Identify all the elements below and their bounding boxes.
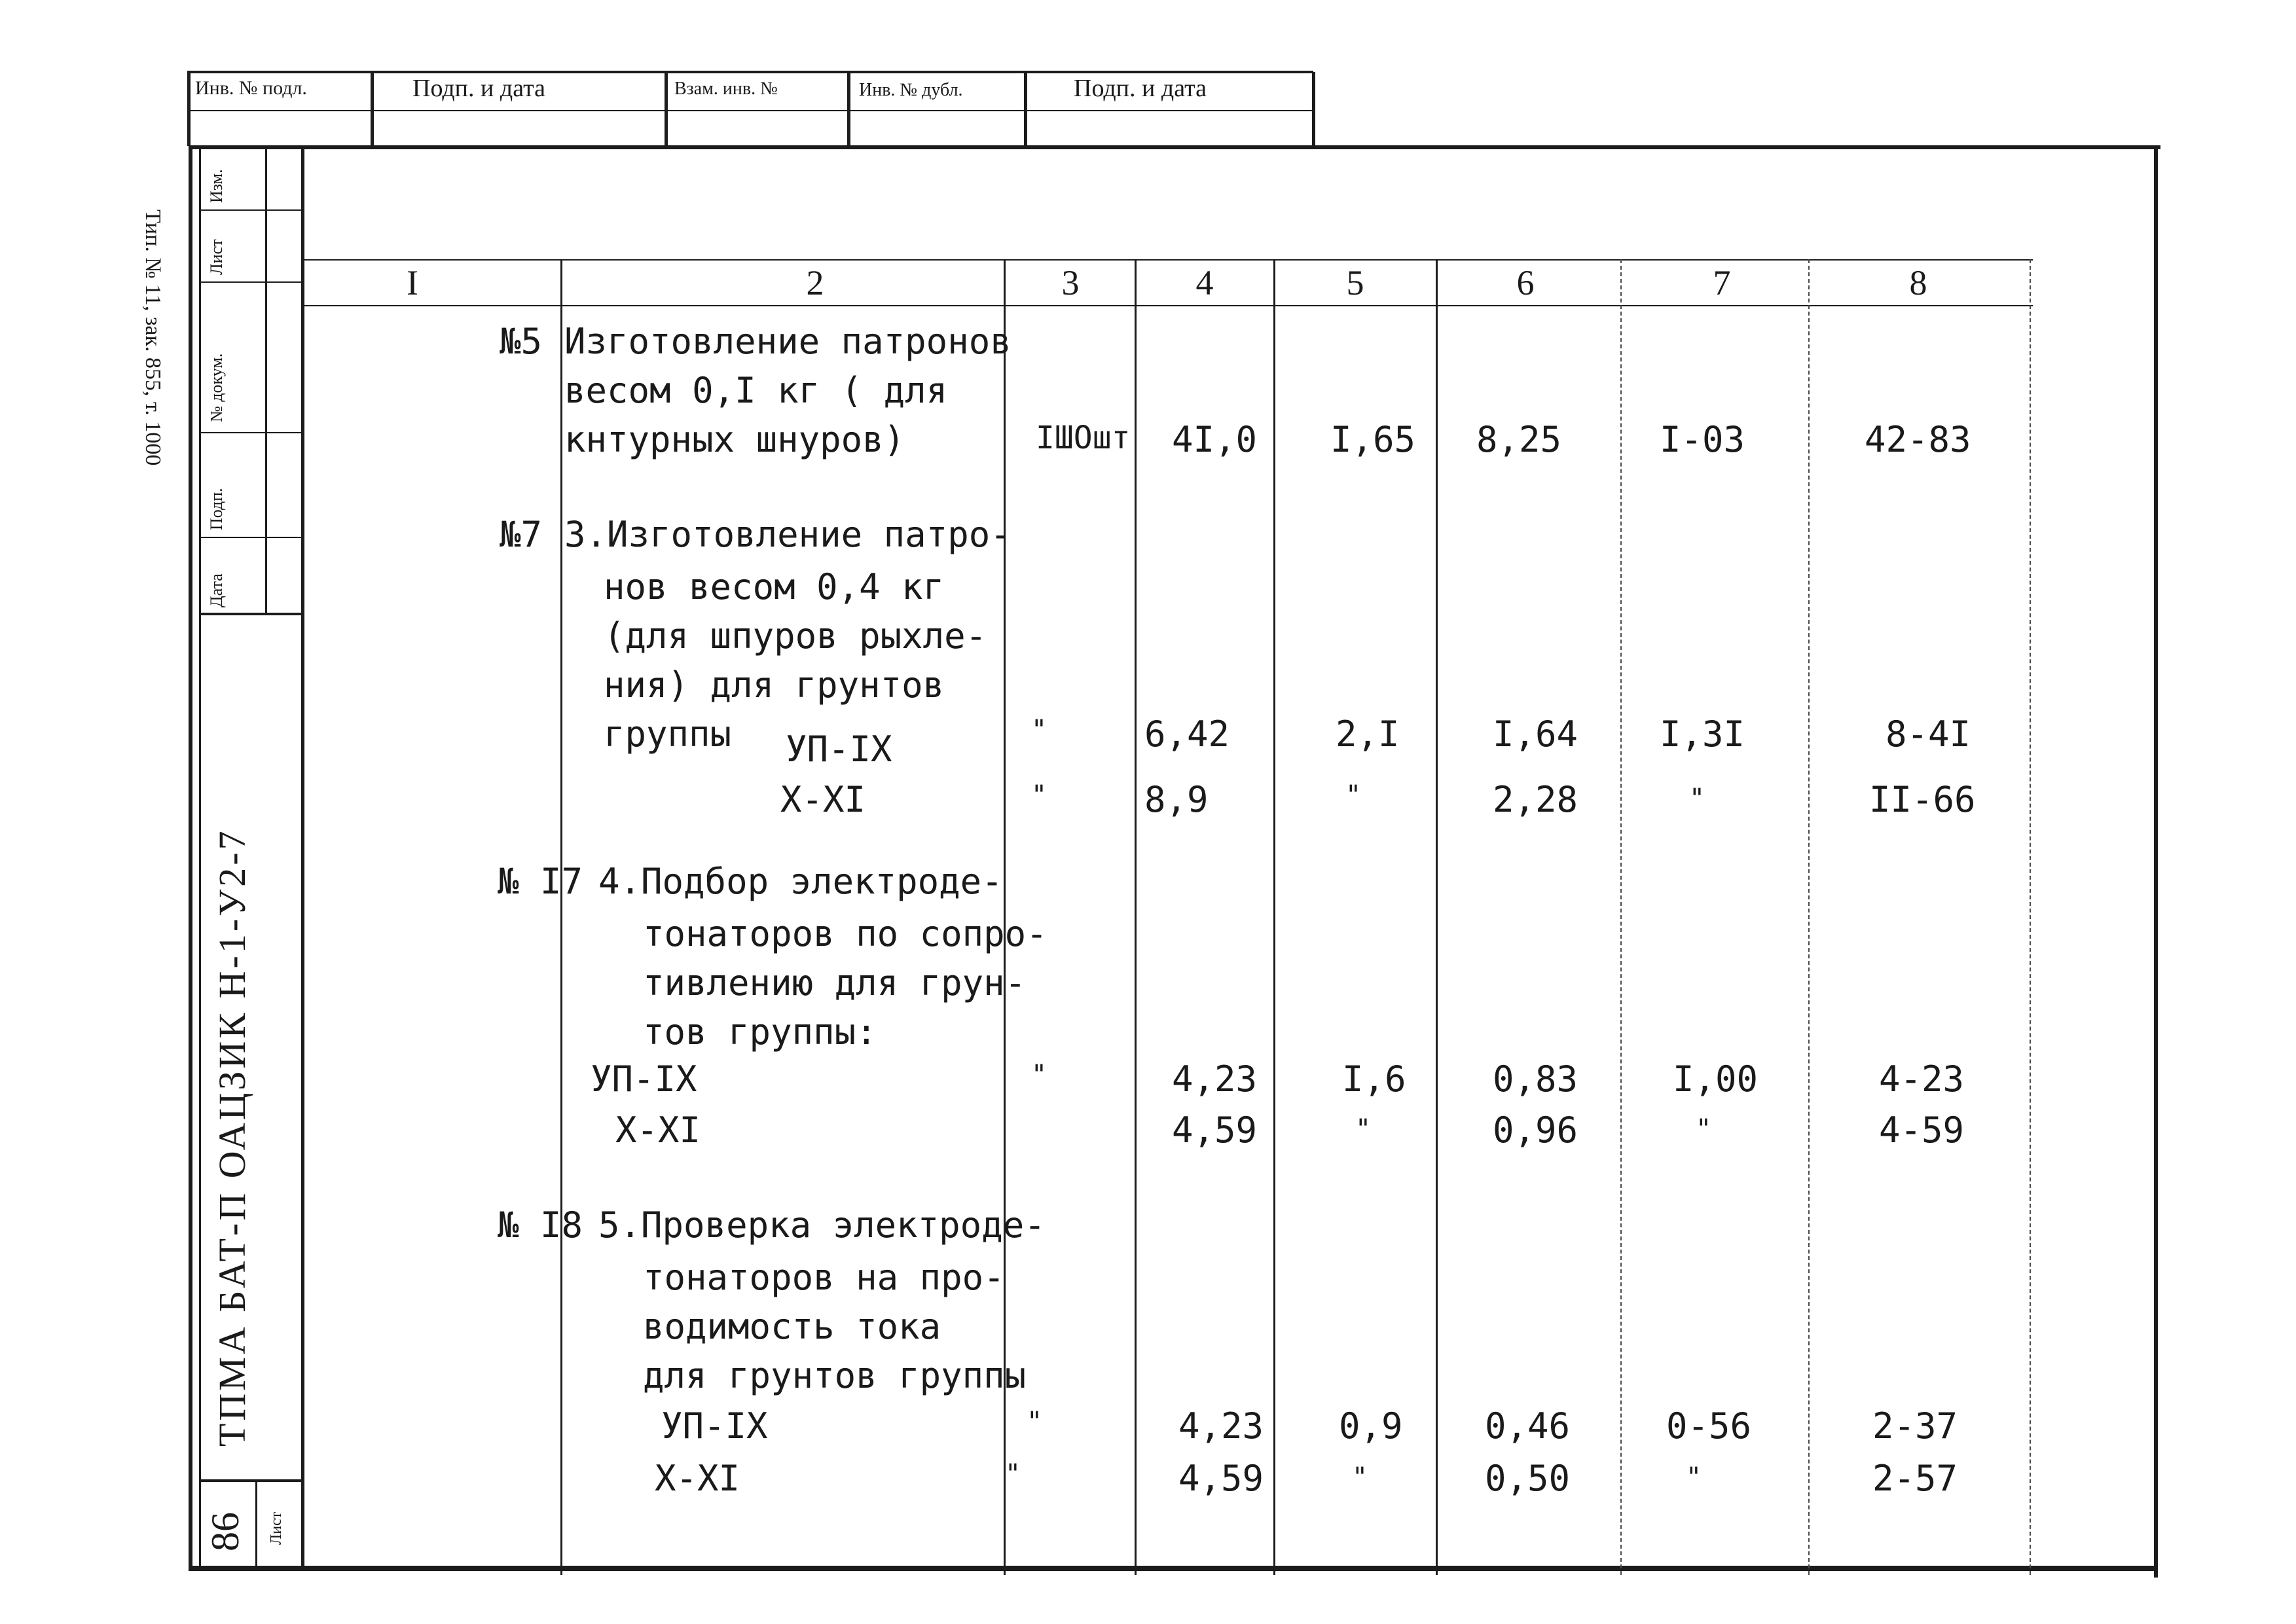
item-17-row2-col4: 4,59 <box>1172 1110 1258 1151</box>
stamp-top-line <box>189 71 1313 73</box>
item-18-row2-col4: 4,59 <box>1178 1458 1264 1499</box>
item-17-row1-group: УП-IX <box>591 1058 697 1100</box>
item-17-row2-group: X-XI <box>615 1110 701 1151</box>
item-7-ref: №7 <box>500 514 543 555</box>
stub-label-podp: Подп. <box>207 488 226 530</box>
col-number-1: I <box>407 263 418 302</box>
document-code-vertical: ТПМА БАТ-П ОАЦЗИК Н-1-У2-7 <box>211 828 253 1447</box>
margin-stub-bottom <box>201 613 302 615</box>
item-17-row1-col5: I,6 <box>1342 1058 1406 1100</box>
item-5-col5: I,65 <box>1330 419 1416 460</box>
item-18-row1-col6: 0,46 <box>1485 1405 1571 1447</box>
margin-stub-sep-3 <box>201 432 302 433</box>
item-18-line-2: тонаторов на про- <box>643 1257 1005 1298</box>
item-7-row2-col8: II-66 <box>1869 779 1976 820</box>
stamp-divider-5 <box>1312 72 1315 145</box>
item-17-row1-col8: 4-23 <box>1879 1058 1965 1100</box>
stamp-cell-inv-dubl: Инв. № дубл. <box>859 80 963 100</box>
header-top-line <box>304 259 2033 261</box>
item-7-row1-col4: 6,42 <box>1144 713 1230 755</box>
item-18-row2-col5: " <box>1352 1462 1368 1492</box>
col-line-5 <box>1273 259 1275 1575</box>
margin-strip-right <box>301 145 304 1571</box>
item-7-row2-col5: " <box>1345 780 1362 810</box>
stamp-cell-inv-podl: Инв. № подл. <box>195 77 307 99</box>
item-18-ref: № I8 <box>498 1204 583 1246</box>
item-7-row2-col4: 8,9 <box>1144 779 1209 820</box>
item-7-row1-group: УП-IX <box>786 729 892 770</box>
col-number-2: 2 <box>806 263 824 302</box>
frame-left-line <box>189 145 192 1571</box>
item-7-line-4: ния) для грунтов <box>604 664 945 706</box>
item-5-col4: 4I,0 <box>1172 419 1258 460</box>
stamp-left-edge <box>187 71 191 146</box>
margin-sheet-top <box>201 1479 302 1482</box>
col-number-8: 8 <box>1909 263 1927 302</box>
stub-label-izm: Изм. <box>207 169 226 203</box>
stamp-divider-1 <box>371 72 374 145</box>
item-18-row1-col4: 4,23 <box>1178 1405 1264 1447</box>
frame-right-line <box>2154 145 2158 1578</box>
stamp-cell-podp-data-2: Подп. и дата <box>1074 75 1207 102</box>
col-line-2 <box>560 259 562 1575</box>
item-5-line-2: весом 0,I кг ( для <box>564 370 948 411</box>
item-7-row2-group: X-XI <box>780 779 866 820</box>
item-5-unit: IШОшт <box>1036 420 1131 456</box>
col-number-4: 4 <box>1195 263 1214 302</box>
margin-stub-mid <box>265 149 267 614</box>
item-18-row1-col7: 0-56 <box>1666 1405 1752 1447</box>
stub-label-dokum: № докум. <box>207 353 226 422</box>
item-7-row2-col3: " <box>1031 780 1048 810</box>
col-number-7: 7 <box>1713 263 1731 302</box>
item-7-row1-col8: 8-4I <box>1886 713 1971 755</box>
item-18-line-3: водимость тока <box>643 1306 941 1347</box>
typography-side-note: Тип. № 11, зак. 855, т. 1000 <box>141 209 165 466</box>
item-18-row1-col3: " <box>1027 1407 1043 1437</box>
item-18-row2-col8: 2-57 <box>1872 1458 1958 1499</box>
frame-bottom-line <box>189 1566 2158 1571</box>
item-7-line-5: группы <box>604 713 732 755</box>
col-line-4 <box>1135 259 1137 1575</box>
stub-label-list: Лист <box>207 239 226 275</box>
col-line-8 <box>1808 259 1810 1575</box>
col-number-6: 6 <box>1516 263 1535 302</box>
item-7-row2-col6: 2,28 <box>1493 779 1578 820</box>
item-17-row2-col7: " <box>1696 1114 1712 1144</box>
stamp-divider-4 <box>1024 72 1027 145</box>
sheet-number: 86 <box>204 1512 247 1551</box>
item-5-ref: №5 <box>500 321 543 362</box>
item-7-row1-col6: I,64 <box>1493 713 1578 755</box>
item-18-line-4: для грунтов группы <box>643 1355 1027 1396</box>
item-17-row1-col4: 4,23 <box>1172 1058 1258 1100</box>
item-17-row2-col8: 4-59 <box>1879 1110 1965 1151</box>
item-18-row2-col6: 0,50 <box>1485 1458 1571 1499</box>
item-17-row1-col7: I,00 <box>1673 1058 1758 1100</box>
frame-top-line <box>189 145 2160 149</box>
item-5-col8: 42-83 <box>1865 419 1971 460</box>
stamp-cell-podp-data-1: Подп. и дата <box>412 75 546 102</box>
item-17-row2-col5: " <box>1355 1114 1372 1144</box>
item-5-line-1: Изготовление патронов <box>564 321 1011 362</box>
item-18-row1-group: УП-IX <box>661 1405 768 1447</box>
item-7-line-3: (для шпуров рыхле- <box>604 615 987 657</box>
item-17-ref: № I7 <box>498 861 583 902</box>
margin-stub-sep-4 <box>201 537 302 538</box>
item-18-row2-col3: " <box>1005 1459 1021 1489</box>
stub-label-data: Дата <box>207 573 226 607</box>
item-18-line-1: 5.Проверка электроде- <box>598 1204 1046 1246</box>
stamp-mid-line <box>189 110 1313 111</box>
item-5-col7: I-03 <box>1660 419 1745 460</box>
header-bottom-line <box>304 305 2033 306</box>
margin-stub-sep-2 <box>201 281 302 283</box>
item-18-row2-group: X-XI <box>655 1458 740 1499</box>
item-7-row1-col5: 2,I <box>1336 713 1400 755</box>
item-7-row1-col3: " <box>1031 715 1048 745</box>
item-17-row1-col6: 0,83 <box>1493 1058 1578 1100</box>
col-line-end <box>2030 259 2031 1575</box>
item-7-row1-col7: I,3I <box>1660 713 1745 755</box>
col-line-6 <box>1436 259 1438 1575</box>
col-number-5: 5 <box>1346 263 1364 302</box>
item-17-line-2: тонаторов по сопро- <box>643 913 1048 954</box>
item-5-col6: 8,25 <box>1476 419 1562 460</box>
item-7-line-2: нов весом 0,4 кг <box>604 566 945 607</box>
sheet-label: Лист <box>268 1511 285 1545</box>
item-17-line-3: тивлению для грун- <box>643 962 1027 1003</box>
item-17-line-1: 4.Подбор электроде- <box>598 861 1003 902</box>
item-17-row2-col6: 0,96 <box>1493 1110 1578 1151</box>
item-17-row1-col3: " <box>1031 1060 1048 1090</box>
item-18-row2-col7: " <box>1686 1462 1702 1492</box>
col-line-7 <box>1620 259 1622 1575</box>
margin-sheet-mid <box>255 1482 257 1568</box>
item-5-line-3: кнтурных шнуров) <box>564 419 905 460</box>
item-7-line-1: 3.Изготовление патро- <box>564 514 1011 555</box>
stamp-divider-3 <box>847 72 850 145</box>
stamp-divider-2 <box>665 72 668 145</box>
margin-strip-left <box>199 145 201 1571</box>
col-number-3: 3 <box>1061 263 1080 302</box>
stamp-cell-vzam-inv: Взам. инв. № <box>674 79 778 99</box>
margin-stub-sep-1 <box>201 209 302 211</box>
item-7-row2-col7: " <box>1689 784 1705 814</box>
item-18-row1-col5: 0,9 <box>1339 1405 1403 1447</box>
item-17-line-4: тов группы: <box>643 1011 877 1053</box>
item-18-row1-col8: 2-37 <box>1872 1405 1958 1447</box>
